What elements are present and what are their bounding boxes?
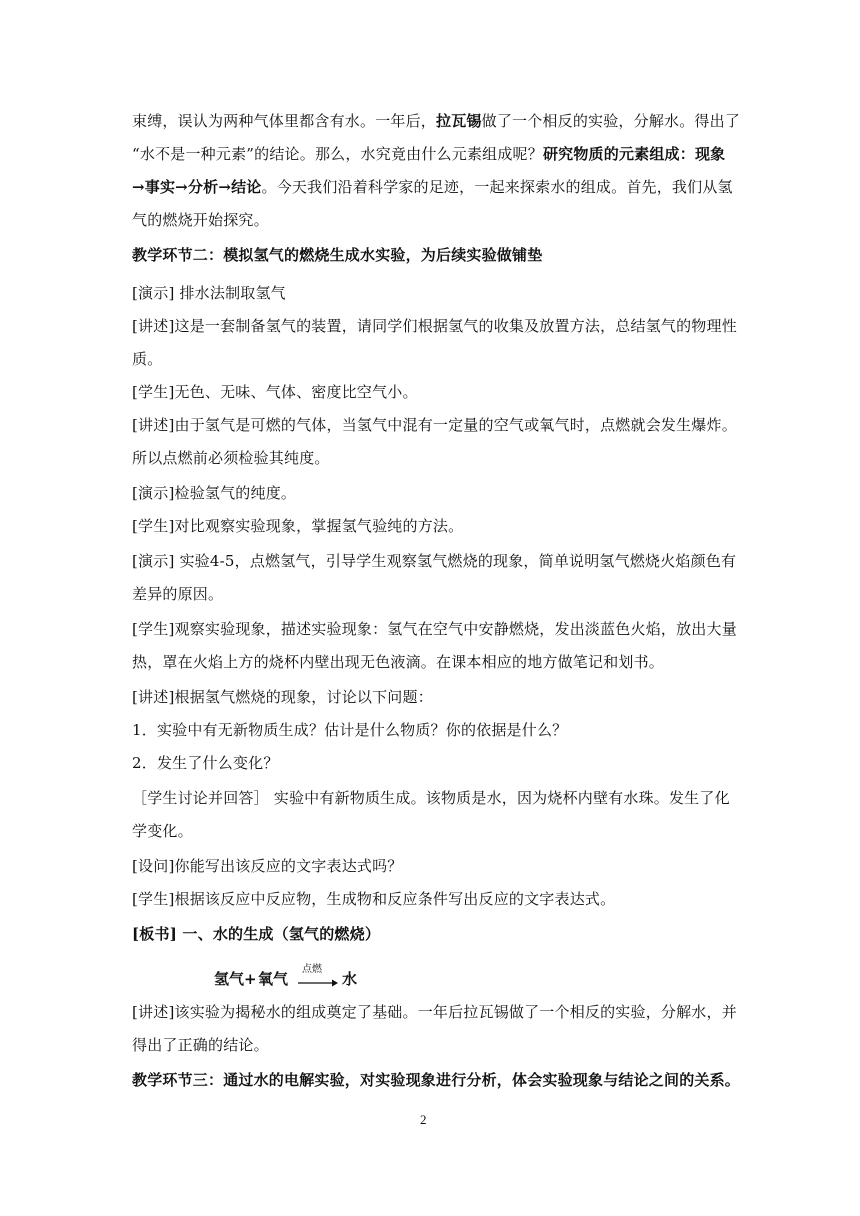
- text-line: [132, 719, 732, 741]
- page-number: 2: [420, 1112, 427, 1127]
- text-segment: [学生]根据该反应中反应物，生成物和反应条件写出反应的文字表达式。: [132, 890, 616, 908]
- text-line: [132, 315, 737, 337]
- text-segment: [讲述]根据氢气燃烧的现象，讨论以下问题：: [132, 688, 433, 706]
- text-line: [132, 888, 732, 910]
- text-line: [132, 550, 737, 572]
- text-segment: 得出了正确的结论。: [132, 1036, 269, 1054]
- text-line: [132, 515, 732, 537]
- text-line: [132, 348, 732, 370]
- text-segment: 。今天我们沿着科学家的足迹，一起来探索水的组成。首先，我们从氢: [261, 178, 733, 196]
- text-line: [132, 618, 737, 640]
- text-segment: “水不是一种元素”的结论。那么，水究竟由什么元素组成呢？: [132, 145, 543, 163]
- equation-condition: 点燃: [302, 964, 322, 975]
- bold-text: [板书] 一、水的生成（氢气的燃烧）: [132, 925, 381, 943]
- equation-product: 水: [342, 970, 358, 988]
- text-line: [132, 482, 732, 504]
- text-segment: [讲述]这是一套制备氢气的装置，请同学们根据氢气的收集及放置方法，总结氢气的物理性: [132, 317, 737, 335]
- text-line: [132, 110, 741, 132]
- text-segment: 束缚，误认为两种气体里都含有水。一年后，: [132, 112, 437, 130]
- text-segment: [学生]观察实验现象，描述实验现象：氢气在空气中安静燃烧，发出淡蓝色火焰，放出大量: [132, 620, 737, 638]
- text-segment: [讲述]该实验为揭秘水的组成奠定了基础。一年后拉瓦锡做了一个相反的实验，分解水，并: [132, 1003, 737, 1021]
- text-line: [132, 583, 732, 605]
- text-segment: [演示] 排水法制取氢气: [132, 284, 286, 302]
- text-segment: [学生]无色、无味、气体、密度比空气小。: [132, 383, 418, 401]
- bold-text: 教学环节二：模拟氢气的燃烧生成水实验，为后续实验做铺垫: [132, 246, 543, 264]
- text-line: [132, 244, 732, 266]
- text-segment: [设问]你能写出该反应的文字表达式吗？: [132, 857, 403, 875]
- text-segment: 差异的原因。: [132, 585, 224, 603]
- reaction-arrow-icon: [298, 978, 338, 988]
- equation-reactant-1: 氢气+: [214, 970, 257, 988]
- equation-reactant-2: 氧气: [258, 970, 289, 988]
- word-equation: [214, 960, 414, 996]
- text-segment: 1．实验中有无新物质生成？估计是什么物质？你的依据是什么？: [132, 721, 568, 739]
- bold-text: 教学环节三：通过水的电解实验，对实验现象进行分析，体会实验现象与结论之间的关系。: [132, 1071, 741, 1089]
- text-segment: [演示]检验氢气的纯度。: [132, 484, 297, 502]
- text-line: [132, 752, 732, 774]
- text-line: [132, 143, 732, 165]
- text-line: [132, 1001, 737, 1023]
- text-line: [132, 686, 732, 708]
- text-line: [132, 282, 732, 304]
- bold-text: →事实→分析→结论: [132, 178, 262, 196]
- text-segment: 气的燃烧开始探究。: [132, 211, 269, 229]
- text-line: [132, 855, 732, 877]
- text-line: [132, 209, 732, 231]
- text-line: [132, 787, 732, 809]
- text-line: [132, 651, 732, 673]
- text-segment: 做了一个相反的实验，分解水。得出了: [481, 112, 741, 130]
- text-line: [132, 381, 732, 403]
- text-line: [132, 820, 732, 842]
- text-line: [132, 923, 732, 945]
- text-line: [132, 1034, 732, 1056]
- text-line: [132, 1069, 741, 1091]
- text-segment: [讲述]由于氢气是可燃的气体，当氢气中混有一定量的空气或氧气时，点燃就会发生爆炸。: [132, 416, 737, 434]
- text-segment: 所以点燃前必须检验其纯度。: [132, 449, 330, 467]
- text-segment: [演示] 实验4-5，点燃氢气，引导学生观察氢气燃烧的现象，简单说明氢气燃烧火焰颜色有: [132, 552, 737, 570]
- text-segment: 质。: [132, 350, 163, 368]
- text-segment: 学变化。: [132, 822, 193, 840]
- text-line: [132, 447, 732, 469]
- text-segment: [学生]对比观察实验现象，掌握氢气验纯的方法。: [132, 517, 464, 535]
- text-segment: ［学生讨论并回答］ 实验中有新物质生成。该物质是水，因为烧杯内壁有水珠。发生了化: [132, 789, 730, 807]
- text-line: [132, 414, 737, 436]
- text-segment: 热，罩在火焰上方的烧杯内壁出现无色液滴。在课本相应的地方做笔记和划书。: [132, 653, 665, 671]
- bold-text: 拉瓦锡: [436, 112, 482, 130]
- text-segment: 2．发生了什么变化？: [132, 754, 279, 772]
- bold-text: 研究物质的元素组成：现象: [542, 145, 726, 163]
- text-line: [132, 176, 732, 198]
